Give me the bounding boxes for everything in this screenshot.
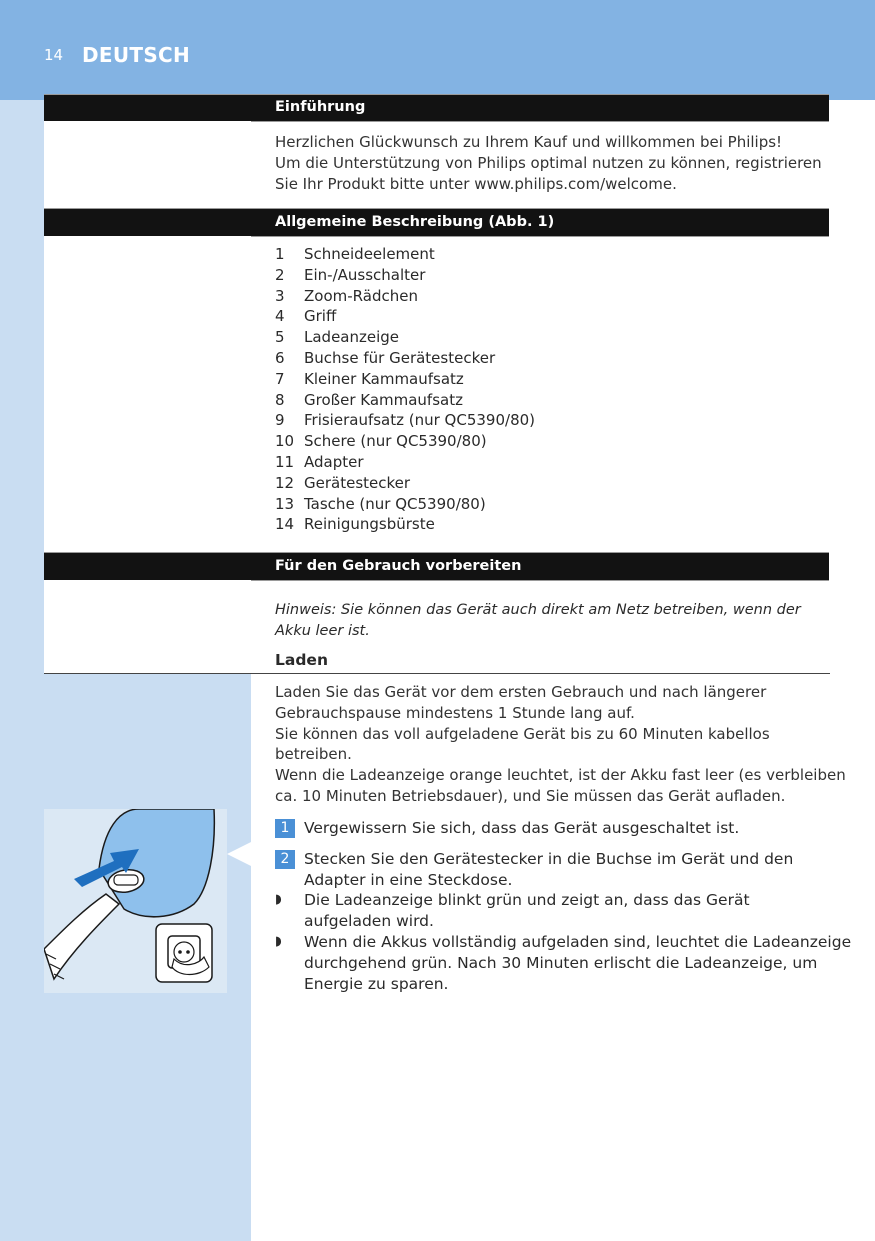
item-text: Gerätestecker [304,473,411,492]
item-number: 13 [275,494,295,513]
item-text: Frisieraufsatz (nur QC5390/80) [304,411,536,430]
item-text: Tasche (nur QC5390/80) [304,494,486,513]
item-number: 9 [275,411,285,430]
text-line: betreiben. [275,745,352,764]
item-number: 7 [275,369,285,388]
text-line: Akku leer ist. [275,623,370,639]
item-number: 6 [275,348,285,367]
item-text: Kleiner Kammaufsatz [304,369,464,388]
section-title-intro: Einführung [275,99,366,115]
item-number: 1 [275,245,285,263]
intro-paragraph [275,132,822,194]
text-line: aufgeladen wird. [304,911,434,930]
text-line: Wenn die Akkus vollständig aufgeladen sind, leuchtet die Ladeanzeige [304,933,852,951]
item-text: Schneideelement [304,245,435,263]
text-line: Energie zu sparen. [304,974,449,993]
text-line: Wenn die Ladeanzeige orange leuchtet, ist der Akku fast leer (es verbleiben [275,766,846,785]
item-text: Buchse für Gerätestecker [304,348,496,367]
bullet-marker-icon: ◗ [275,892,282,907]
text-line: Laden Sie das Gerät vor dem ersten Gebrauch und nach längerer [275,683,767,701]
text-line: Gebrauchspause mindestens 1 Stunde lang auf. [275,703,635,722]
section-bar-description [44,208,829,237]
illustration-pointer [227,842,251,866]
language-title: DEUTSCH [82,43,191,67]
item-text: Reinigungsbürste [304,515,435,534]
item-text: Griff [304,307,337,326]
item-number: 4 [275,307,285,326]
page-number: 14 [44,46,64,64]
bullet-text [304,890,750,932]
item-text: Zoom-Rädchen [304,286,418,305]
text-line: Sie können das voll aufgeladene Gerät bis zu 60 Minuten kabellos [275,724,770,743]
item-number: 8 [275,390,285,409]
item-number: 3 [275,286,285,305]
text-line: Die Ladeanzeige blinkt grün und zeigt an, dass das Gerät [304,891,750,909]
section-title-prepare: Für den Gebrauch vorbereiten [275,558,522,574]
item-text: Ladeanzeige [304,328,400,347]
item-text: Großer Kammaufsatz [304,390,463,409]
text-line: Um die Unterstützung von Philips optimal nutzen zu können, registrieren [275,153,822,172]
charging-illustration [44,809,227,993]
item-text: Schere (nur QC5390/80) [304,432,487,451]
step-text: Vergewissern Sie sich, dass das Gerät ausgeschaltet ist. [304,819,740,837]
subsection-title-charging: Laden [275,651,328,669]
step-number-badge: 2 [275,850,295,869]
step-text [304,849,793,891]
text-line: Stecken Sie den Gerätestecker in die Buchse im Gerät und den [304,850,794,868]
item-text: Ein-/Ausschalter [304,265,426,284]
trimmer-plug-icon [44,809,227,993]
note-text [275,600,801,642]
item-number: 5 [275,328,285,347]
section-bar-intro [44,94,829,122]
charging-paragraph [275,682,846,807]
side-pad [44,580,251,673]
item-number: 14 [275,515,295,534]
item-number: 11 [275,452,295,471]
divider [44,673,830,674]
text-line: ca. 10 Minuten Betriebsdauer), und Sie müssen das Gerät aufladen. [275,786,786,805]
side-pad [44,121,251,208]
bullet-marker-icon: ◗ [275,934,282,949]
text-line: Herzlichen Glückwunsch zu Ihrem Kauf und willkommen bei Philips! [275,133,783,151]
item-number: 2 [275,265,285,284]
bullet-text [304,932,851,994]
text-line: Hinweis: Sie können das Gerät auch direkt am Netz betreiben, wenn der [275,602,801,618]
side-pad [44,236,251,552]
section-bar-prepare [44,552,829,581]
section-title-description: Allgemeine Beschreibung (Abb. 1) [275,214,555,230]
item-text: Adapter [304,452,364,471]
item-number: 12 [275,473,295,492]
step-number-badge: 1 [275,819,295,838]
text-line: Sie Ihr Produkt bitte unter www.philips.com/welcome. [275,174,677,193]
text-line: durchgehend grün. Nach 30 Minuten erlischt die Ladeanzeige, um [304,953,818,972]
text-line: Adapter in eine Steckdose. [304,870,513,889]
item-number: 10 [275,432,295,451]
